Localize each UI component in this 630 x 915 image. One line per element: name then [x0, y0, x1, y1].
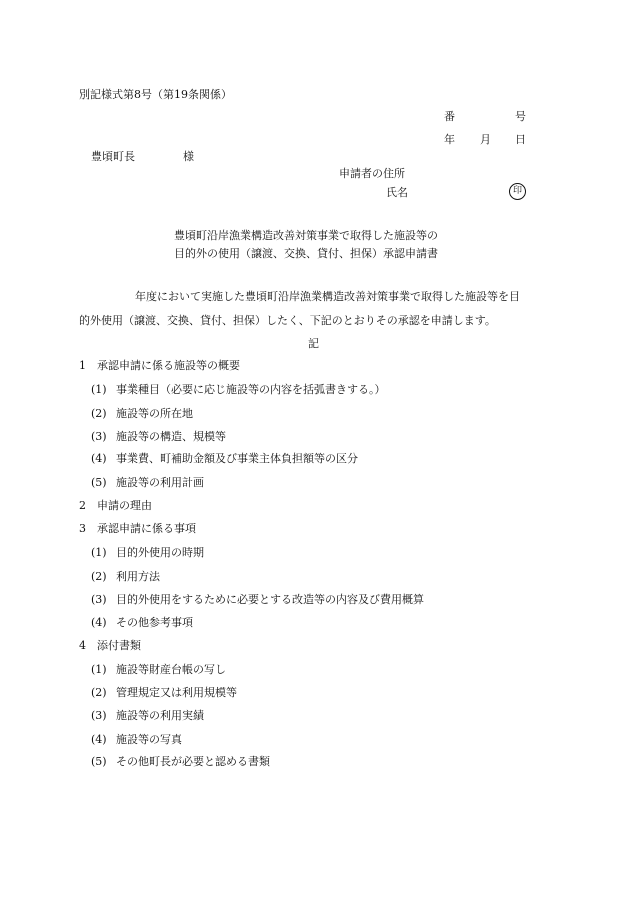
item-number: (2): [91, 407, 107, 420]
item-number: (3): [91, 709, 107, 722]
date-month: 月: [480, 133, 491, 146]
section-2-title: 申請の理由: [97, 499, 152, 512]
seal-mark: 印: [509, 183, 526, 200]
list-item: その他町長が必要と認める書類: [116, 755, 270, 768]
list-item: 管理規定又は利用規模等: [116, 686, 237, 699]
number-label: 番: [444, 110, 455, 123]
item-number: (1): [91, 383, 107, 396]
applicant-address-label: 申請者の住所: [339, 167, 405, 180]
section-3-number: 3: [79, 522, 86, 535]
item-number: (4): [91, 616, 107, 629]
item-number: (3): [91, 430, 107, 443]
section-2-number: 2: [79, 499, 86, 512]
item-number: (1): [91, 663, 107, 676]
applicant-name-label: 氏名: [386, 186, 408, 199]
list-item: 利用方法: [116, 570, 160, 583]
item-number: (4): [91, 452, 107, 465]
section-3-title: 承認申請に係る事項: [97, 522, 196, 535]
list-item: 目的外使用の時期: [116, 546, 204, 559]
list-item: 施設等の所在地: [116, 407, 193, 420]
item-number: (2): [91, 570, 107, 583]
title-line-1: 豊頃町沿岸漁業構造改善対策事業で取得した施設等の: [174, 229, 438, 242]
body-line-2: 的外使用（譲渡、交換、貸付、担保）したく、下記のとおりその承認を申請します。: [79, 314, 496, 327]
list-item: 目的外使用をするために必要とする改造等の内容及び費用概算: [116, 593, 424, 606]
list-item: 施設等財産台帳の写し: [116, 663, 226, 676]
list-item: 施設等の利用実績: [116, 709, 204, 722]
list-item: 事業種目（必要に応じ施設等の内容を括弧書きする。）: [116, 383, 386, 396]
form-reference: 別記様式第8号（第19条関係）: [79, 88, 232, 101]
section-1-number: 1: [79, 359, 86, 372]
title-line-2: 目的外の使用（譲渡、交換、貸付、担保）承認申請書: [174, 247, 438, 260]
item-number: (1): [91, 546, 107, 559]
date-day: 日: [515, 133, 526, 146]
item-number: (5): [91, 476, 107, 489]
addressee-name: 豊頃町長: [91, 150, 135, 163]
list-item: 事業費、町補助金額及び事業主体負担額等の区分: [116, 452, 358, 465]
number-suffix: 号: [515, 110, 526, 123]
item-number: (3): [91, 593, 107, 606]
ki-heading: 記: [308, 337, 319, 350]
section-4-number: 4: [79, 639, 86, 652]
item-number: (5): [91, 755, 107, 768]
addressee-honorific: 様: [183, 150, 194, 163]
item-number: (2): [91, 686, 107, 699]
section-1-title: 承認申請に係る施設等の概要: [97, 359, 240, 372]
list-item: 施設等の構造、規模等: [116, 430, 226, 443]
date-year: 年: [444, 133, 455, 146]
list-item: その他参考事項: [116, 616, 193, 629]
item-number: (4): [91, 733, 107, 746]
body-line-1: 年度において実施した豊頃町沿岸漁業構造改善対策事業で取得した施設等を目: [135, 290, 520, 303]
list-item: 施設等の写真: [116, 733, 182, 746]
list-item: 施設等の利用計画: [116, 476, 204, 489]
section-4-title: 添付書類: [97, 639, 141, 652]
